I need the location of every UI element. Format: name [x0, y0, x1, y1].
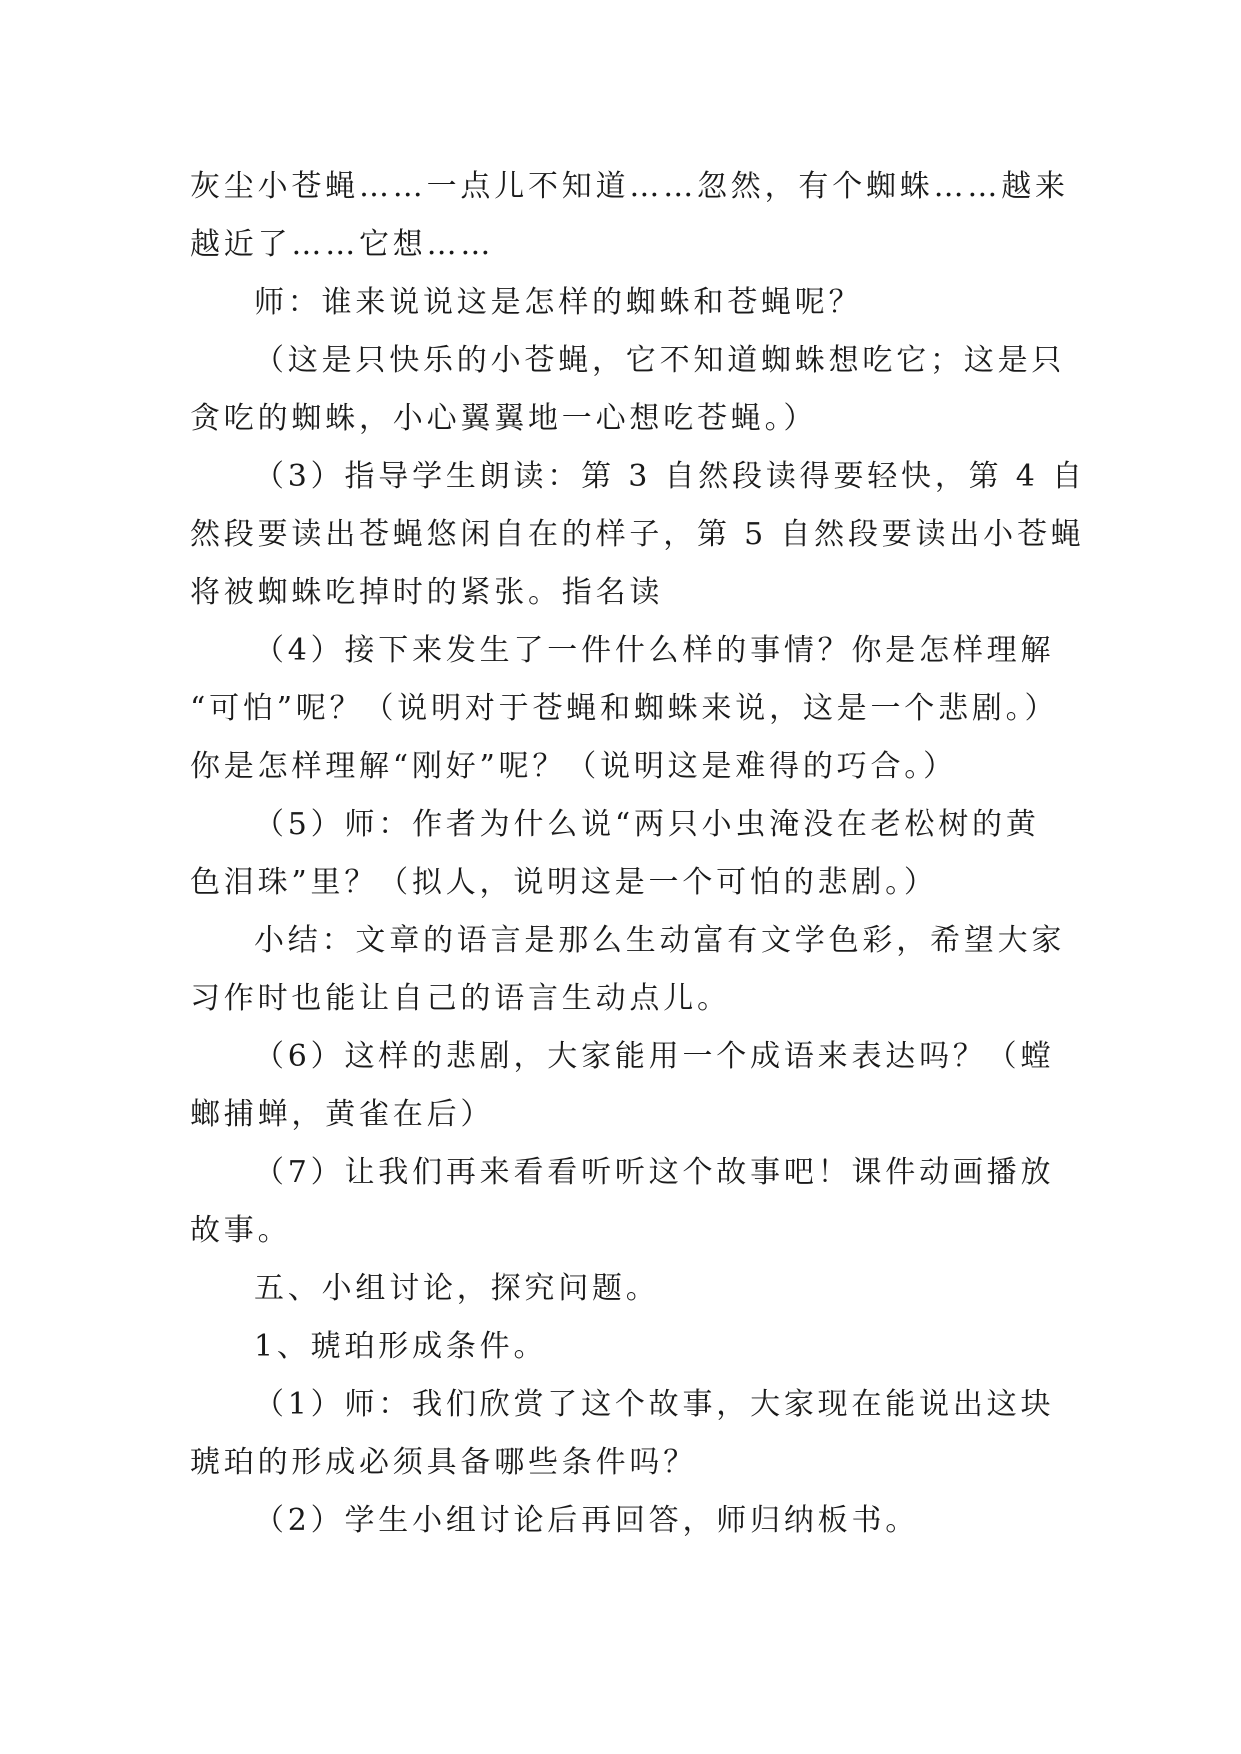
text-line-2: 越近了……它想…… [190, 227, 495, 262]
text-line-10: “可怕”呢？（说明对于苍蝇和蜘蛛来说，这是一个悲剧。） [190, 691, 1059, 726]
text-line-5: 贪吃的蜘蛛，小心翼翼地一心想吃苍蝇。） [190, 401, 818, 436]
text-line-1: 灰尘小苍蝇……一点儿不知道……忽然，有个蜘蛛……越来 [190, 169, 1069, 204]
text-line-24: （2）学生小组讨论后再回答，师归纳板书。 [254, 1503, 920, 1538]
text-line-15: 习作时也能让自己的语言生动点儿。 [190, 981, 731, 1016]
text-line-9: （4）接下来发生了一件什么样的事情？你是怎样理解 [254, 633, 1055, 668]
text-line-23: 琥珀的形成必须具备哪些条件吗？ [190, 1445, 697, 1480]
text-line-18: （7）让我们再来看看听听这个故事吧！课件动画播放 [254, 1155, 1055, 1190]
text-line-19: 故事。 [190, 1213, 292, 1248]
text-line-6: （3）指导学生朗读：第 3 自然段读得要轻快，第 4 自 [254, 459, 1086, 494]
text-line-11: 你是怎样理解“刚好”呢？（说明这是难得的巧合。） [190, 749, 957, 784]
text-line-4: （这是只快乐的小苍蝇，它不知道蜘蛛想吃它；这是只 [254, 343, 1066, 378]
body-text [190, 158, 1086, 1550]
text-line-13: 色泪珠”里？（拟人，说明这是一个可怕的悲剧。） [190, 865, 938, 900]
text-line-14: 小结：文章的语言是那么生动富有文学色彩，希望大家 [254, 923, 1066, 958]
text-line-22: （1）师：我们欣赏了这个故事，大家现在能说出这块 [254, 1387, 1055, 1422]
text-line-16: （6）这样的悲剧，大家能用一个成语来表达吗？（螳 [254, 1039, 1055, 1074]
text-line-8: 将被蜘蛛吃掉时的紧张。指名读 [190, 575, 664, 610]
text-line-12: （5）师：作者为什么说“两只小虫淹没在老松树的黄 [254, 807, 1040, 842]
text-line-3: 师：谁来说说这是怎样的蜘蛛和苍蝇呢？ [254, 285, 863, 320]
text-line-7: 然段要读出苍蝇悠闲自在的样子，第 5 自然段要读出小苍蝇 [190, 517, 1085, 552]
text-line-17: 螂捕蝉，黄雀在后） [190, 1097, 495, 1132]
section-heading: 五、小组讨论，探究问题。 [254, 1271, 660, 1306]
subsection-heading: 1、琥珀形成条件。 [254, 1329, 548, 1364]
